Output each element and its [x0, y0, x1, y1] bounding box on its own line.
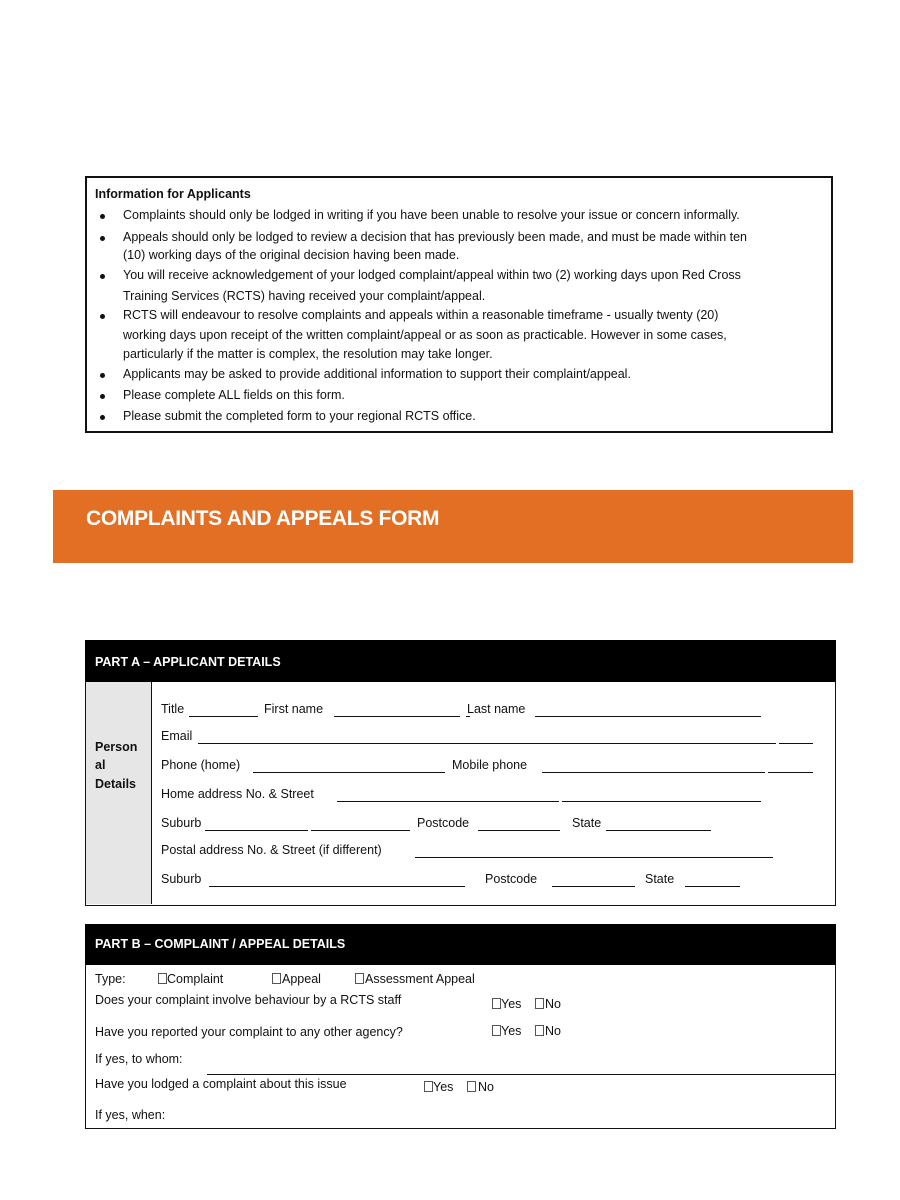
- personal-details-cell: [86, 682, 152, 904]
- postcode2-field[interactable]: [552, 886, 635, 887]
- info-title: Information for Applicants: [95, 187, 251, 201]
- other-agency-question: Have you reported your complaint to any other agency?: [95, 1025, 403, 1039]
- first-name-field[interactable]: [334, 716, 460, 717]
- staff-no-checkbox[interactable]: [535, 998, 544, 1009]
- mobile-phone-field[interactable]: [542, 772, 765, 773]
- staff-yes-checkbox[interactable]: [492, 998, 501, 1009]
- email-field-ext[interactable]: [779, 743, 813, 744]
- first-name-label: First name: [264, 702, 324, 716]
- assessment-appeal-checkbox[interactable]: [355, 973, 364, 984]
- phone-home-label: Phone (home): [161, 758, 241, 772]
- suburb2-label: Suburb: [161, 872, 202, 886]
- agency-no-label: No: [545, 1024, 561, 1038]
- bullet-icon: [100, 274, 105, 279]
- state2-field[interactable]: [685, 886, 740, 887]
- side-label-line: Details: [95, 777, 136, 791]
- appeal-checkbox[interactable]: [272, 973, 281, 984]
- divider: [466, 716, 470, 717]
- email-field[interactable]: [198, 743, 776, 744]
- if-yes-when-label: If yes, when:: [95, 1108, 166, 1122]
- whom-field[interactable]: [207, 1074, 835, 1075]
- side-label-line: al: [95, 758, 106, 772]
- agency-no-checkbox[interactable]: [535, 1025, 544, 1036]
- agency-yes-label: Yes: [501, 1024, 522, 1038]
- state-field[interactable]: [606, 830, 711, 831]
- form-title: COMPLAINTS AND APPEALS FORM: [86, 507, 440, 530]
- home-address-label: Home address No. & Street: [161, 787, 314, 801]
- title-label: Title: [161, 702, 185, 716]
- bullet-icon: [100, 236, 105, 241]
- assessment-appeal-option: Assessment Appeal: [365, 972, 475, 986]
- lodged-yes-label: Yes: [433, 1080, 454, 1094]
- staff-yes-label: Yes: [501, 997, 522, 1011]
- part-a-header: [85, 640, 836, 682]
- staff-question: Does your complaint involve behaviour by a RCTS staff: [95, 993, 402, 1007]
- mobile-phone-label: Mobile phone: [452, 758, 528, 772]
- suburb-field-ext[interactable]: [311, 830, 410, 831]
- last-name-label: Last name: [467, 702, 526, 716]
- lodged-no-checkbox[interactable]: [467, 1081, 476, 1092]
- title-field[interactable]: [189, 716, 258, 717]
- bullet-icon: [100, 314, 105, 319]
- state-label: State: [572, 816, 602, 830]
- part-a-heading: PART A – APPLICANT DETAILS: [95, 655, 281, 669]
- appeal-option: Appeal: [282, 972, 321, 986]
- lodged-yes-checkbox[interactable]: [424, 1081, 433, 1092]
- last-name-field[interactable]: [535, 716, 761, 717]
- staff-no-label: No: [545, 997, 561, 1011]
- postal-address-label: Postal address No. & Street (if different): [161, 843, 382, 857]
- part-b-heading: PART B – COMPLAINT / APPEAL DETAILS: [95, 937, 346, 951]
- if-yes-whom-label: If yes, to whom:: [95, 1052, 183, 1066]
- complaint-checkbox[interactable]: [158, 973, 167, 984]
- type-label: Type:: [95, 972, 126, 986]
- postcode2-label: Postcode: [485, 872, 538, 886]
- postal-address-field[interactable]: [415, 857, 773, 858]
- bullet-icon: [100, 214, 105, 219]
- phone-home-field[interactable]: [253, 772, 445, 773]
- lodged-no-label: No: [478, 1080, 494, 1094]
- suburb-label: Suburb: [161, 816, 202, 830]
- side-label-line: Person: [95, 740, 138, 754]
- home-address-field-ext[interactable]: [562, 801, 761, 802]
- state2-label: State: [645, 872, 675, 886]
- postcode-field[interactable]: [478, 830, 560, 831]
- part-b-header: [85, 924, 836, 965]
- suburb2-field[interactable]: [209, 886, 465, 887]
- bullet-icon: [100, 415, 105, 420]
- complaint-option: Complaint: [167, 972, 224, 986]
- lodged-question: Have you lodged a complaint about this issue: [95, 1077, 347, 1091]
- mobile-phone-field-ext[interactable]: [768, 772, 813, 773]
- bullet-icon: [100, 373, 105, 378]
- bullet-icon: [100, 394, 105, 399]
- home-address-field[interactable]: [337, 801, 559, 802]
- agency-yes-checkbox[interactable]: [492, 1025, 501, 1036]
- suburb-field[interactable]: [205, 830, 308, 831]
- postcode-label: Postcode: [417, 816, 470, 830]
- email-label: Email: [161, 729, 193, 743]
